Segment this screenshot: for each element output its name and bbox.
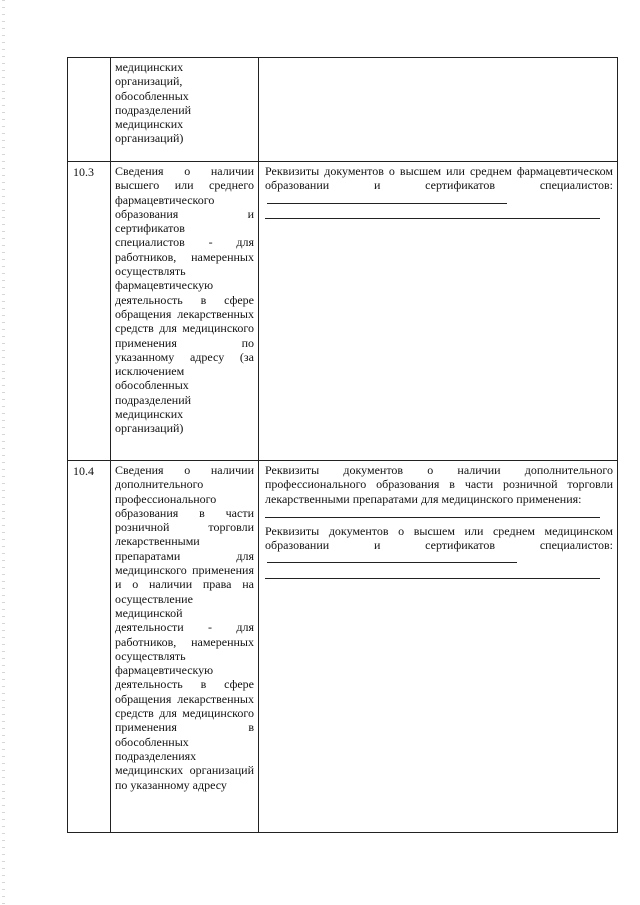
table-row: [68, 162, 618, 461]
fill-in-field[interactable]: [267, 193, 507, 204]
fill-in-field[interactable]: [265, 207, 600, 219]
fill-in-field[interactable]: [267, 552, 517, 563]
fill-in-field[interactable]: [265, 506, 600, 518]
row-description: Сведения о наличии высшего или среднего фармацевтического образования и сертификатов специалистов - для работников, намеренных осуществлять фармацевтическую деятельность в сфере обращения лекарственных средств для медицинского применения по указанному адресу (за исключением обособленных подразделений медицинских организаций): [111, 162, 259, 461]
description-line: медицинских: [115, 117, 184, 132]
scan-edge-artifact: [2, 0, 5, 905]
row-requisites: [259, 58, 618, 162]
requirements-table: [67, 57, 618, 833]
row-description: Сведения о наличии дополнительного профессионального образования в части розничной торговли лекарственными препаратами для медицинского применения и о наличии права на осуществление медицинской деятельности - для работников, намеренных осуществлять фармацевтическую деятельность в сфере обращения лекарственных средств для медицинского применения в обособленных подразделениях медицинских организаций по указанному адресу: [111, 461, 259, 833]
row-description: [111, 58, 259, 162]
description-line: обособленных: [115, 88, 189, 103]
requisites-text: Реквизиты документов о высшем или среднем фармацевтическом образовании и сертификатов специалистов:: [265, 164, 613, 193]
description-line: организаций): [115, 131, 184, 146]
description-line: медицинских: [115, 60, 184, 74]
description-line: организаций,: [115, 74, 183, 89]
table-row: [68, 58, 618, 162]
row-number: [68, 58, 111, 162]
requisites-text: Реквизиты документов о высшем или среднем медицинском образовании и сертификатов специалистов:: [265, 523, 613, 553]
fill-in-field[interactable]: [265, 567, 600, 579]
row-requisites: [259, 162, 618, 461]
table-row: [68, 461, 618, 833]
requisites-text: Реквизиты документов о наличии дополнительного профессионального образования в части розничной торговли лекарственными препаратами для медицинского применения:: [265, 463, 613, 506]
row-requisites: [259, 461, 618, 833]
row-number: 10.4: [68, 461, 111, 833]
row-number: 10.3: [68, 162, 111, 461]
description-line: подразделений: [115, 102, 192, 117]
